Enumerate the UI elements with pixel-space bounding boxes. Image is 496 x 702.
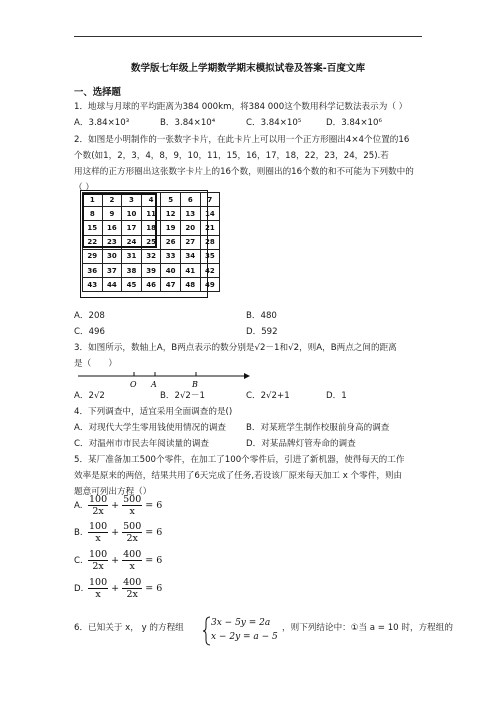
- question-2-line-4: （ ）: [74, 183, 94, 193]
- grid-cell: 21: [200, 221, 220, 235]
- question-2-option-c: C．496: [74, 327, 105, 337]
- grid-cell: 5: [161, 193, 181, 207]
- denominator: x: [129, 506, 135, 517]
- question-3-line-2: 是（ ）: [74, 359, 117, 369]
- grid-cell: 31: [122, 249, 142, 263]
- grid-cell: 45: [122, 278, 142, 292]
- question-2-line-3: 用这样的正方形圈出这张数字卡片上的16个数，则圈出的16个数的和不可能为下列数中的: [74, 167, 414, 177]
- grid-cell: 14: [200, 207, 220, 221]
- denominator: x: [95, 589, 101, 600]
- number-line-arrow: [244, 373, 250, 379]
- question-4-option-a: A．对现代大学生零用钱使用情况的调查: [74, 423, 226, 433]
- grid-cell: 8: [83, 207, 103, 221]
- numerator: 100: [89, 549, 108, 560]
- label-a: A: [151, 380, 157, 389]
- grid-cell: 24: [122, 235, 142, 249]
- grid-cell: 41: [180, 263, 200, 277]
- grid-cell: 3: [122, 193, 142, 207]
- grid-cell: 25: [141, 235, 161, 249]
- grid-cell: 15: [83, 221, 103, 235]
- grid-cell: 1: [83, 193, 103, 207]
- grid-cell: 36: [83, 263, 103, 277]
- question-2-option-b: B．480: [246, 311, 277, 321]
- denominator: 2x: [92, 561, 104, 572]
- grid-cell: 48: [180, 278, 200, 292]
- question-2-option-d: D．592: [246, 327, 278, 337]
- question-1-option-a: A．3.84×10³: [74, 118, 130, 128]
- question-3-option-b: B．2√2－1: [160, 391, 205, 401]
- grid-cell: 16: [102, 221, 122, 235]
- grid-cell: 19: [161, 221, 181, 235]
- question-1-option-d: D．3.84×10⁶: [326, 118, 382, 128]
- option-label: C.: [74, 555, 83, 566]
- left-brace-icon: [203, 616, 211, 646]
- grid-cell: 33: [161, 249, 181, 263]
- grid-cell: 13: [180, 207, 200, 221]
- label-o: O: [130, 380, 137, 389]
- denominator: x: [95, 533, 101, 544]
- question-2-line-1: 2．如图是小明制作的一张数字卡片，在此卡片上可以用一个正方形圈出4×4个位置的16: [74, 135, 410, 145]
- grid-cell: 35: [200, 249, 220, 263]
- question-3-option-c: C．2√2+1: [246, 391, 290, 401]
- number-card-selection-box: [82, 193, 157, 248]
- question-5-line-1: 5．某厂准备加工500个零件，在加工了100个零件后，引进了新机器，使得每天的工作: [74, 455, 405, 465]
- question-5-option-a: A. $\frac{100}{2x}$ + $\frac{500}{x}$ = 6: [74, 494, 165, 517]
- grid-cell: 44: [102, 278, 122, 292]
- option-label: D.: [74, 583, 84, 594]
- numerator: 500: [123, 521, 142, 532]
- equation-system: [211, 616, 278, 644]
- grid-cell: 27: [180, 235, 200, 249]
- question-6-prefix: 6．已知关于 x， y 的方程组: [74, 623, 184, 633]
- numerator: 500: [123, 494, 142, 505]
- numerator: 400: [123, 577, 142, 588]
- question-1-option-b: B．3.84×10⁴: [160, 118, 216, 128]
- grid-cell: 34: [180, 249, 200, 263]
- grid-cell: 22: [83, 235, 103, 249]
- grid-cell: 26: [161, 235, 181, 249]
- question-3-option-a: A．2√2: [74, 391, 105, 401]
- grid-cell: 38: [122, 263, 142, 277]
- grid-cell: 47: [161, 278, 181, 292]
- question-1-option-c: C．3.84×10⁵: [246, 118, 302, 128]
- grid-cell: 9: [102, 207, 122, 221]
- grid-cell: 11: [141, 207, 161, 221]
- grid-cell: 49: [200, 278, 220, 292]
- grid-cell: 10: [122, 207, 142, 221]
- question-2-line-2: 个数(如1，2，3，4，8，9，10，11，15，16，17，18，22，23，24，25).若: [74, 151, 389, 161]
- grid-cell: 43: [83, 278, 103, 292]
- question-4-text: 4．下列调查中，适宜采用全面调查的是(): [74, 407, 233, 417]
- section-heading: 一、选择题: [74, 87, 121, 98]
- grid-cell: 42: [200, 263, 220, 277]
- grid-cell: 37: [102, 263, 122, 277]
- grid-cell: 6: [180, 193, 200, 207]
- grid-cell: 28: [200, 235, 220, 249]
- grid-cell: 29: [83, 249, 103, 263]
- numerator: 100: [89, 577, 108, 588]
- grid-cell: 30: [102, 249, 122, 263]
- question-4-option-b: B．对某班学生制作校服前身高的调查: [246, 423, 390, 433]
- question-5-option-b: B. $\frac{100}{x}$ + $\frac{500}{2x}$ = 6: [74, 521, 165, 544]
- equation-2: x − 2y = a − 5: [211, 632, 278, 642]
- grid-row: [83, 278, 220, 292]
- grid-cell: 46: [141, 278, 161, 292]
- grid-cell: 39: [141, 263, 161, 277]
- question-1-text: 1．地球与月球的平均距离为384 000km，将384 000这个数用科学记数法表示为（ ）: [74, 102, 408, 112]
- right-hand-side: = 6: [145, 583, 163, 594]
- question-3-line-1: 3．如图所示，数轴上A，B两点表示的数分别是√2－1和√2，则A，B两点之间的距离: [74, 343, 397, 353]
- denominator: 2x: [126, 589, 138, 600]
- grid-cell: 18: [141, 221, 161, 235]
- question-5-line-3: 题意可列出方程（）: [74, 487, 152, 497]
- grid-cell: 17: [122, 221, 142, 235]
- right-hand-side: = 6: [145, 527, 163, 538]
- question-5-line-2: 效率是原来的两倍，结果共用了6天完成了任务,若设该厂原来每天加工 x 个零件，则由: [74, 471, 403, 481]
- numerator: 100: [89, 494, 108, 505]
- grid-cell: 20: [180, 221, 200, 235]
- option-label: B.: [74, 527, 83, 538]
- label-b: B: [192, 380, 198, 389]
- right-hand-side: = 6: [145, 500, 163, 511]
- grid-cell: 7: [200, 193, 220, 207]
- question-5-option-c: C. $\frac{100}{2x}$ + $\frac{400}{x}$ = 6: [74, 549, 165, 572]
- right-hand-side: = 6: [145, 555, 163, 566]
- question-5-option-d: D. $\frac{100}{x}$ + $\frac{400}{2x}$ = 6: [74, 577, 165, 600]
- header-rule: [74, 36, 422, 37]
- grid-cell: 4: [141, 193, 161, 207]
- question-4-option-c: C．对温州市市民去年阅读量的调查: [74, 439, 209, 449]
- numerator: 100: [89, 521, 108, 532]
- question-6-suffix: ，则下列结论中：①当 a = 10 时，方程组的: [282, 623, 453, 633]
- numerator: 400: [123, 549, 142, 560]
- question-2-option-a: A．208: [74, 311, 105, 321]
- grid-cell: 12: [161, 207, 181, 221]
- grid-cell: 2: [102, 193, 122, 207]
- grid-row: [83, 249, 220, 263]
- grid-cell: 32: [141, 249, 161, 263]
- question-4-option-d: D．对某品牌灯管寿命的调查: [246, 439, 356, 449]
- equation-1: 3x − 5y = 2a: [211, 618, 271, 628]
- denominator: x: [129, 561, 135, 572]
- question-3-option-d: D．1: [326, 391, 347, 401]
- grid-cell: 23: [102, 235, 122, 249]
- grid-row: [83, 263, 220, 277]
- denominator: 2x: [92, 506, 104, 517]
- option-label: A.: [74, 500, 83, 511]
- page-title: 数学版七年级上学期数学期末模拟试卷及答案-百度文库: [130, 63, 366, 74]
- denominator: 2x: [126, 533, 138, 544]
- grid-cell: 40: [161, 263, 181, 277]
